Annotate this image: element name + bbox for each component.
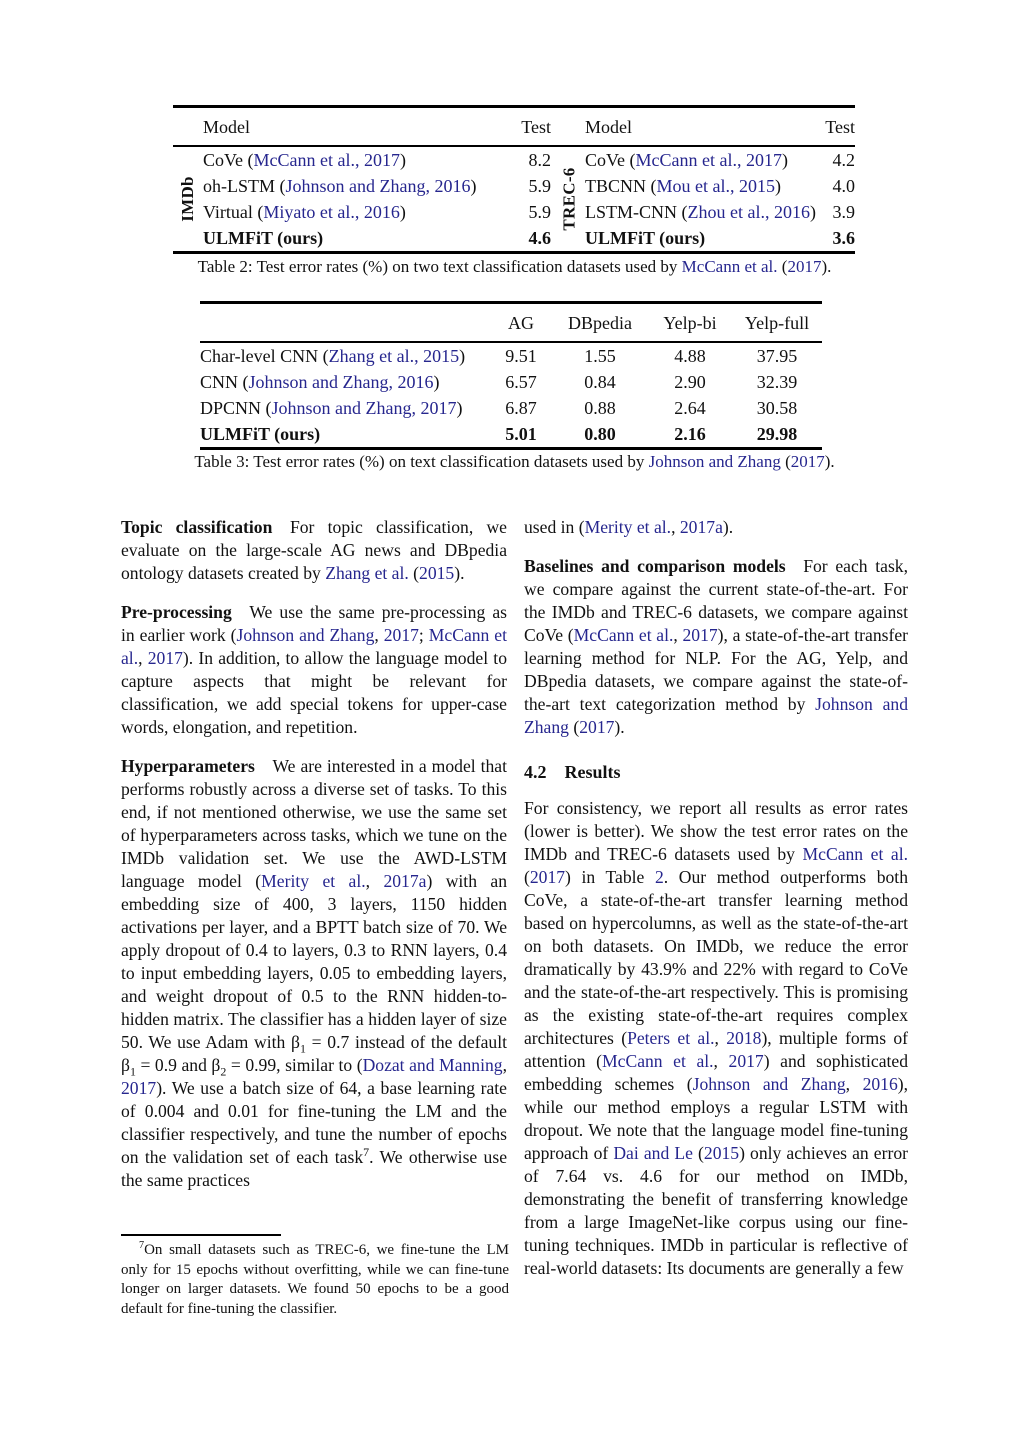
dataset-label-text: TREC-6 [560, 167, 580, 231]
test-value: 3.9 [832, 202, 855, 222]
text-segment: ( [692, 1143, 704, 1163]
citation-link[interactable]: Miyato et al., 2016 [263, 202, 400, 222]
citation-link[interactable]: Merity et al. [584, 517, 672, 537]
citation-link[interactable]: McCann et al. [602, 1051, 714, 1071]
model-name: CoVe ( [585, 150, 636, 170]
section-heading-results [524, 761, 908, 784]
footnote [121, 1234, 509, 1319]
run-in-heading: Topic classification [121, 517, 273, 537]
text-segment: = 0.99, similar to ( [226, 1055, 363, 1075]
value-cell: 4.88 [674, 346, 706, 366]
value-cell: 32.39 [756, 372, 798, 392]
para-results [524, 797, 908, 1280]
text-segment: , [714, 1028, 727, 1048]
dataset-label-text: IMDb [178, 176, 197, 222]
citation-link[interactable]: 2017 [728, 1051, 764, 1071]
model-cell: ULMFiT (ours) [200, 424, 321, 444]
column-left [121, 516, 507, 1192]
table-3-header-Yelp-full: Yelp-full [744, 312, 810, 333]
text-segment: ), while our method employs a regular LSTM with dropout. We note that the language model fine-tuning approach of [524, 1074, 909, 1163]
test-value: 3.6 [832, 228, 855, 248]
text-segment: We use the same pre-processing as in earlier work ( [121, 602, 507, 645]
model-name: CoVe ( [203, 150, 254, 170]
text-segment: 1 [129, 1064, 136, 1079]
para-baselines [524, 555, 908, 739]
model-name: CNN ( [200, 372, 249, 392]
citation-link[interactable]: 2017 [790, 452, 825, 471]
column-right [524, 516, 908, 1280]
paren: ) [433, 372, 440, 392]
text-segment: ( [568, 717, 580, 737]
model-cell [203, 147, 509, 173]
text-segment: , [713, 1051, 729, 1071]
model-cell [203, 199, 509, 225]
text-segment: used in ( [524, 517, 585, 537]
table-3-header-DBpedia: DBpedia [568, 312, 632, 333]
text-segment: , [671, 517, 680, 537]
model-name: Virtual ( [203, 202, 264, 222]
text-segment: ; [418, 625, 429, 645]
text-segment: ) in Table [565, 867, 655, 887]
text-segment: , [374, 625, 384, 645]
citation-link[interactable]: Johnson and Zhang [648, 452, 781, 471]
section-title: Results [564, 762, 621, 782]
citation-link[interactable]: McCann et al. [121, 625, 507, 668]
citation-link[interactable]: 2015 [419, 563, 455, 583]
citation-link[interactable]: 2015 [703, 1143, 740, 1163]
run-in-heading: Pre-processing [121, 602, 232, 622]
text-segment: ). [614, 717, 625, 737]
text-segment: ( [408, 563, 420, 583]
citation-link[interactable]: 2017 [383, 625, 419, 645]
section-number: 4.2 [524, 762, 547, 782]
footnote-text [121, 1241, 509, 1319]
para-pre-processing [121, 601, 507, 739]
citation-link[interactable]: McCann et al. [573, 625, 674, 645]
citation-link[interactable]: 2016 [862, 1074, 898, 1094]
text-segment: ). In addition, to allow the language model to capture aspects that might be relevant for classification, we add special tokens for upper-case words, elongation, and repetition. [121, 648, 507, 737]
value-cell: 37.95 [756, 346, 798, 366]
text-segment: = 0.7 instead of the default β [121, 1032, 507, 1075]
citation-link[interactable]: Peters et al. [627, 1028, 715, 1048]
text-segment: = 0.9 and β [135, 1055, 221, 1075]
table-2-caption [121, 256, 908, 277]
para-used-in [524, 516, 908, 539]
value-cell: 0.88 [584, 398, 616, 418]
text-segment: Table 3: Test error rates (%) on text classification datasets used by [194, 452, 649, 471]
citation-link[interactable]: 2017 [787, 257, 822, 276]
citation-link[interactable]: McCann et al., 2017 [253, 150, 400, 170]
table-2-header-model-left: Model [203, 116, 250, 137]
citation-link[interactable]: 2017 [147, 648, 183, 668]
run-in-heading: Baselines and comparison models [524, 556, 786, 576]
dataset-label-TREC-6 [555, 147, 585, 251]
model-cell [200, 395, 490, 421]
value-cell: 0.80 [584, 424, 616, 444]
model-cell [585, 199, 816, 225]
paren: ) [456, 398, 463, 418]
paren: ) [470, 176, 477, 196]
text-segment: ( [777, 257, 788, 276]
citation-link[interactable]: 2017 [121, 1078, 157, 1098]
citation-link[interactable]: McCann et al. [681, 257, 778, 276]
citation-link[interactable]: Johnson and Zhang, 2016 [285, 176, 471, 196]
run-in-heading: Hyperparameters [121, 756, 255, 776]
table-3 [200, 301, 822, 450]
text-segment: 7 [363, 1145, 370, 1160]
test-value: 4.2 [832, 150, 855, 170]
citation-link[interactable]: Johnson and Zhang [524, 694, 909, 737]
value-cell: 2.64 [674, 398, 706, 418]
test-value: 5.9 [528, 202, 551, 222]
citation-link[interactable]: 2 [654, 867, 664, 887]
text-segment: For consistency, we report all results as error rates (lower is better). We show the test error rates on the IMDb and TREC-6 datasets used by [524, 798, 908, 864]
paren: ) [399, 150, 406, 170]
value-cell: 6.87 [505, 398, 537, 418]
citation-link[interactable]: Dozat and Manning [362, 1055, 503, 1075]
paren: ) [809, 202, 816, 222]
citation-link[interactable]: 2017 [579, 717, 615, 737]
table-2-header-test-left: Test [521, 116, 551, 137]
model-name: Char-level CNN ( [200, 346, 329, 366]
model-cell: ULMFiT (ours) [585, 228, 706, 248]
text-segment: , [365, 871, 384, 891]
text-segment: . We otherwise use the same practices [121, 1147, 507, 1190]
citation-link[interactable]: 2017a [383, 871, 427, 891]
table-2-header-test-right: Test [825, 116, 855, 137]
footnote-rule [121, 1234, 281, 1236]
value-cell: 30.58 [756, 398, 798, 418]
para-topic-classification [121, 516, 507, 585]
model-cell [200, 343, 490, 369]
citation-link[interactable]: Johnson and Zhang [236, 625, 375, 645]
test-value: 4.0 [832, 176, 855, 196]
text-segment: , [673, 625, 683, 645]
text-segment: ), a state-of-the-art transfer learning method for NLP. For the AG, Yelp, and DBpedia datasets, we compare against the state-of-the-art text categorization method by [524, 625, 909, 714]
paren: ) [399, 202, 406, 222]
citation-link[interactable]: 2017a [679, 517, 723, 537]
model-cell [200, 369, 490, 395]
citation-link[interactable]: McCann et al., 2017 [635, 150, 782, 170]
citation-link[interactable]: McCann et al. [802, 844, 908, 864]
text-segment: For topic classification, we evaluate on the large-scale AG news and DBpedia ontology datasets created by [121, 517, 507, 583]
table-2-grid [173, 108, 855, 251]
value-cell: 0.84 [584, 372, 616, 392]
table-3-caption [121, 451, 908, 472]
citation-link[interactable]: Johnson and Zhang, 2017 [271, 398, 457, 418]
table-2 [173, 105, 855, 254]
value-cell: 1.55 [584, 346, 616, 366]
text-segment: ( [780, 452, 791, 471]
paren: ) [459, 346, 466, 366]
table-3-grid [200, 304, 822, 447]
text-segment: For each task, we compare against the current state-of-the-art. For the IMDb and TREC-6 datasets, we compare against CoVe ( [524, 556, 908, 645]
table-2-header-model-right: Model [585, 116, 632, 137]
text-segment: ). [454, 563, 465, 583]
model-name: DPCNN ( [200, 398, 272, 418]
text-segment: ( [524, 867, 530, 887]
text-segment: ) and sophisticated embedding schemes ( [524, 1051, 908, 1094]
text-segment: ). We use a batch size of 64, a base learning rate of 0.004 and 0.01 for fine-tuning the LM and the classifier respectively, and tune the number of epochs on the validation set of each task [121, 1078, 507, 1167]
value-cell: 2.16 [674, 424, 706, 444]
text-segment: 7 [139, 1240, 145, 1251]
citation-link[interactable]: Dai and Le [613, 1143, 693, 1163]
text-segment: 2 [220, 1064, 227, 1079]
model-cell [203, 173, 509, 199]
text-segment: ). [821, 257, 832, 276]
value-cell: 6.57 [505, 372, 537, 392]
value-cell: 5.01 [505, 424, 537, 444]
text-segment: , [502, 1055, 507, 1075]
value-cell: 9.51 [505, 346, 537, 366]
value-cell: 2.90 [674, 372, 706, 392]
citation-link[interactable]: Merity et al. [261, 871, 366, 891]
citation-link[interactable]: 2018 [726, 1028, 762, 1048]
test-value: 8.2 [528, 150, 551, 170]
text-segment: , [138, 648, 148, 668]
table-3-header-Yelp-bi: Yelp-bi [663, 312, 717, 333]
citation-link[interactable]: Johnson and Zhang [692, 1074, 846, 1094]
test-value: 5.9 [528, 176, 551, 196]
paren: ) [775, 176, 781, 196]
citation-link[interactable]: Zhou et al., 2016 [687, 202, 810, 222]
text-segment: , [845, 1074, 863, 1094]
text-segment: ), multiple forms of attention ( [524, 1028, 909, 1071]
citation-link[interactable]: Mou et al., 2015 [656, 176, 775, 196]
citation-link[interactable]: 2017 [529, 867, 566, 887]
text-segment: . Our method outperforms both CoVe, a state-of-the-art transfer learning method based on hypercolumns, as well as the state-of-the-art on both datasets. On IMDb, we reduce the error dramatically by 43.9% and 22% with regard to CoVe and the state-of-the-art respectively. This is promising as the existing state-of-the-art requires complex architectures ( [524, 867, 908, 1048]
value-cell: 29.98 [756, 424, 798, 444]
dataset-label-IMDb [173, 147, 203, 251]
para-hyperparameters [121, 755, 507, 1192]
test-value: 4.6 [528, 228, 551, 248]
model-cell [585, 147, 813, 173]
paren: ) [781, 150, 788, 170]
citation-link[interactable]: Johnson and Zhang, 2016 [248, 372, 434, 392]
text-segment: ). [722, 517, 734, 537]
model-cell [585, 173, 813, 199]
model-name: LSTM-CNN ( [585, 202, 688, 222]
text-segment: We are interested in a model that performs robustly across a diverse set of tasks. To this end, if not mentioned otherwise, we use the same set of hyperparameters across tasks, which we tune on the IMDb validation set. We use the AWD-LSTM language model ( [121, 756, 507, 891]
model-name: TBCNN ( [585, 176, 657, 196]
text-segment: ). [824, 452, 835, 471]
model-name: oh-LSTM ( [203, 176, 286, 196]
citation-link[interactable]: 2017 [682, 625, 718, 645]
table-3-header-AG: AG [508, 312, 534, 333]
text-segment: 1 [299, 1041, 306, 1056]
citation-link[interactable]: Zhang et al., 2015 [328, 346, 460, 366]
citation-link[interactable]: Zhang et al. [325, 563, 409, 583]
text-segment: On small datasets such as TREC-6, we fine-tune the LM only for 15 epochs without overfitting, while we can fine-tune longer on larger datasets. We found 50 epochs to be a good default for fine-tuning the classifier. [121, 1242, 509, 1317]
model-cell: ULMFiT (ours) [203, 228, 324, 248]
text-segment: ) only achieves an error of 7.64 vs. 4.6 for our method on IMDb, demonstrating the benefit of transferring knowledge from a large ImageNet-like corpus using our fine-tuning techniques. IMDb in particular is reflective of real-world datasets: Its documents are generally a few [524, 1143, 908, 1278]
text-segment: Table 2: Test error rates (%) on two text classification datasets used by [197, 257, 682, 276]
text-segment: ) with an embedding size of 400, 3 layers, 1150 hidden activations per layer, and a BPTT batch size of 70. We apply dropout of 0.4 to layers, 0.3 to RNN layers, 0.4 to input embedding layers, 0.05 to embedding layers, and weight dropout of 0.5 to the RNN hidden-to-hidden matrix. The classifier has a hidden layer of size 50. We use Adam with β [121, 871, 508, 1052]
